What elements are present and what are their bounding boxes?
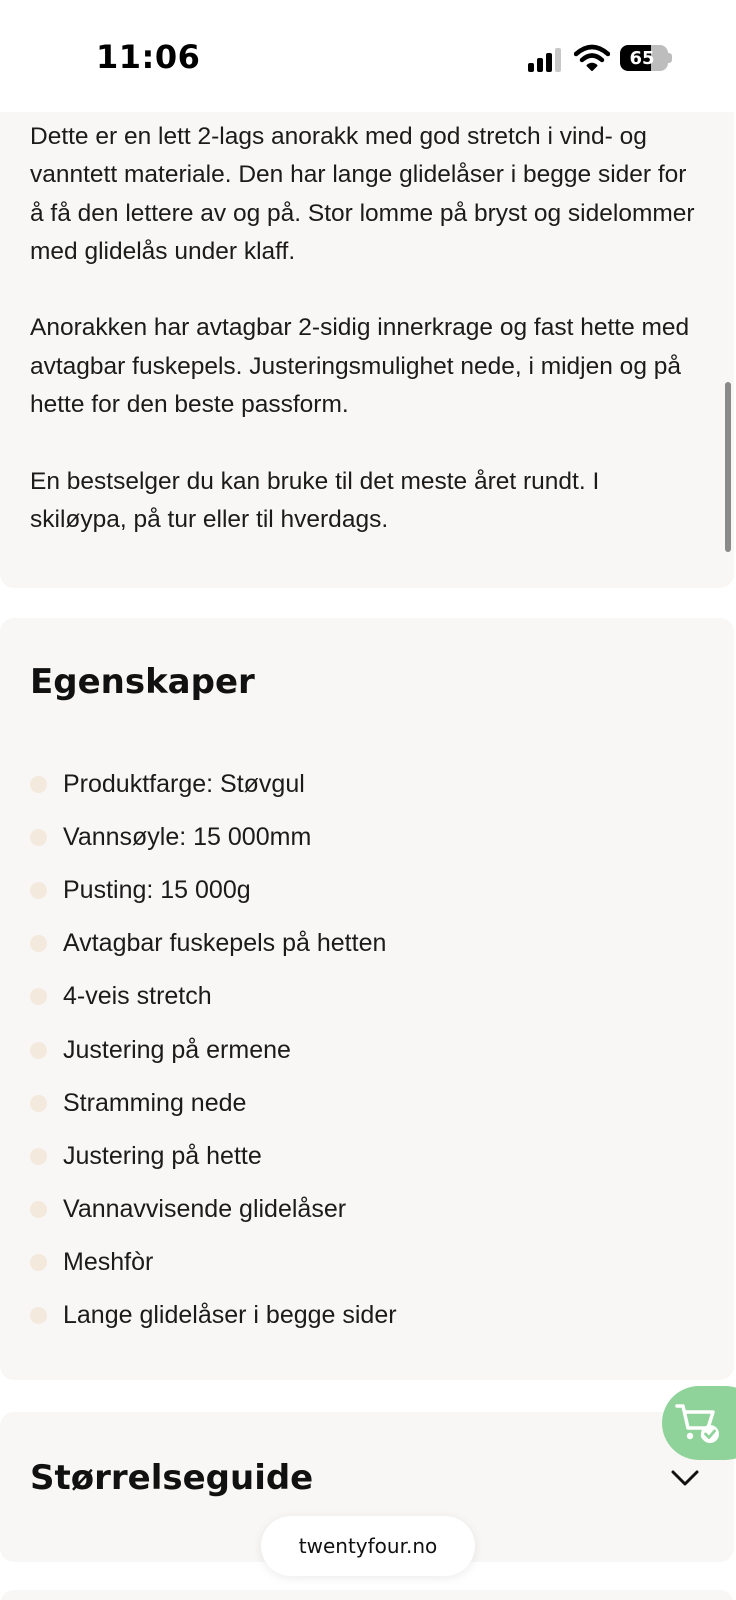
battery-icon <box>620 45 668 71</box>
next-section-card <box>0 1590 734 1600</box>
property-label: 4-veis stretch <box>63 982 212 1011</box>
list-item <box>30 1183 397 1236</box>
property-label: Justering på hette <box>63 1141 262 1170</box>
list-item <box>30 1130 397 1183</box>
bullet-icon <box>30 1042 47 1059</box>
list-item <box>30 1023 397 1076</box>
property-label: Vannavvisende glidelåser <box>63 1194 347 1223</box>
list-item <box>30 1077 397 1130</box>
property-label: Produktfarge: Støvgul <box>63 770 305 799</box>
list-item <box>30 917 397 970</box>
bullet-icon <box>30 1148 47 1165</box>
properties-list <box>30 758 397 1342</box>
bullet-icon <box>30 776 47 793</box>
url-bar[interactable]: twentyfour.no <box>261 1516 475 1576</box>
property-label: Pusting: 15 000g <box>63 876 251 905</box>
battery-percent: 65 <box>629 47 655 69</box>
list-item <box>30 758 397 811</box>
list-item <box>30 864 397 917</box>
bullet-icon <box>30 988 47 1005</box>
scrollbar[interactable] <box>725 382 731 552</box>
bullet-icon <box>30 829 47 846</box>
size-guide-title[interactable]: Størrelseguide <box>30 1458 314 1498</box>
property-label: Meshfòr <box>63 1247 154 1276</box>
wifi-icon <box>574 44 610 72</box>
bullet-icon <box>30 882 47 899</box>
list-item <box>30 970 397 1023</box>
status-time: 11:06 <box>96 38 201 76</box>
battery-nub <box>668 53 672 63</box>
bullet-icon <box>30 1095 47 1112</box>
list-item <box>30 811 397 864</box>
cellular-signal-icon <box>528 46 564 72</box>
status-bar <box>0 0 736 112</box>
bullet-icon <box>30 1307 47 1324</box>
cart-check-icon <box>674 1400 720 1446</box>
bullet-icon <box>30 1254 47 1271</box>
property-label: Vannsøyle: 15 000mm <box>63 823 312 852</box>
cart-button[interactable] <box>662 1386 736 1460</box>
product-description: Dette er en lett 2-lags anorakk med god stretch i vind- og vanntett materiale. Den har lange glidelåser i begge sider for å få den lettere av og på. Stor lomme på bryst og sidelommer med glidelås under klaff. Anorakken har avtagbar 2-sidig innerkrage og fast hette med avtagbar fuskepels. Justeringsmulighet nede, i midjen og på hette for den beste passform. En bestselger du kan bruke til det meste året rundt. I skiløypa, på tur eller til hverdags. <box>30 123 695 533</box>
properties-card <box>0 618 734 1380</box>
bullet-icon <box>30 935 47 952</box>
description-card <box>0 96 734 588</box>
properties-title: Egenskaper <box>30 662 255 702</box>
list-item <box>30 1236 397 1289</box>
property-label: Justering på ermene <box>63 1035 291 1064</box>
property-label: Stramming nede <box>63 1088 247 1117</box>
bullet-icon <box>30 1201 47 1218</box>
chevron-down-icon[interactable] <box>670 1468 700 1488</box>
property-label: Lange glidelåser i begge sider <box>63 1300 397 1329</box>
list-item <box>30 1289 397 1342</box>
property-label: Avtagbar fuskepels på hetten <box>63 929 387 958</box>
